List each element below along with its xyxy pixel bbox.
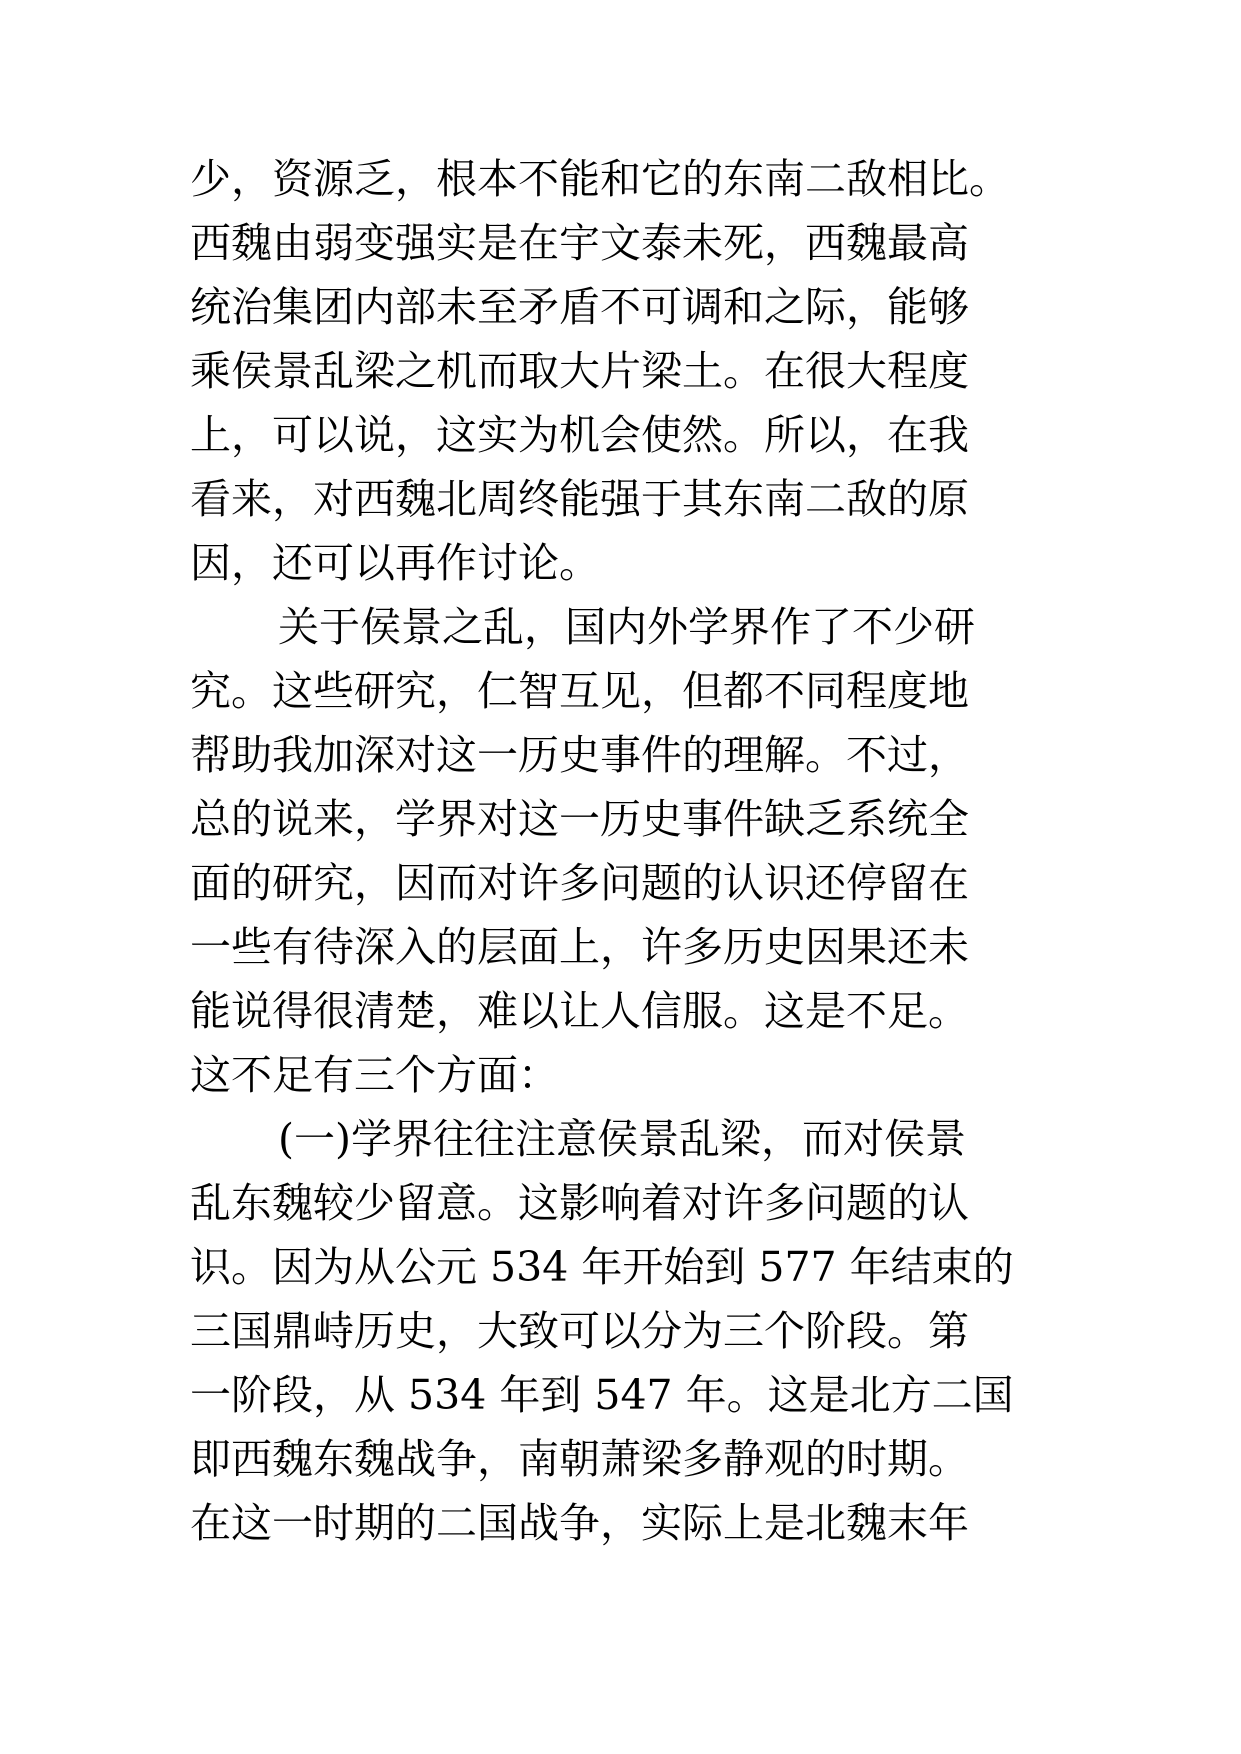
text-line: 识。因为从公元 534 年开始到 577 年结束的 — [190, 1243, 1014, 1291]
text-line: 上，可以说，这实为机会使然。所以，在我 — [190, 411, 969, 459]
text-line: 这不足有三个方面： — [190, 1051, 559, 1099]
text-line: 三国鼎峙历史，大致可以分为三个阶段。第 — [190, 1307, 969, 1355]
text-line: 面的研究，因而对许多问题的认识还停留在 — [190, 859, 969, 907]
text-line: 总的说来，学界对这一历史事件缺乏系统全 — [190, 795, 969, 843]
text-line: 统治集团内部未至矛盾不可调和之际，能够 — [190, 283, 969, 331]
text-line: 即西魏东魏战争，南朝萧梁多静观的时期。 — [190, 1435, 969, 1483]
text-line: 看来，对西魏北周终能强于其东南二敌的原 — [190, 475, 969, 523]
text-line: 帮助我加深对这一历史事件的理解。不过， — [190, 731, 969, 779]
text-line: 究。这些研究，仁智互见，但都不同程度地 — [190, 667, 969, 715]
paragraph-start-line: (一)学界往往注意侯景乱梁，而对侯景 — [278, 1115, 966, 1163]
text-line: 少，资源乏，根本不能和它的东南二敌相比。 — [190, 155, 1010, 203]
text-line: 西魏由弱变强实是在宇文泰未死，西魏最高 — [190, 219, 969, 267]
text-line: 一些有待深入的层面上，许多历史因果还未 — [190, 923, 969, 971]
text-line: 一阶段，从 534 年到 547 年。这是北方二国 — [190, 1371, 1014, 1419]
body-text — [190, 147, 1090, 1555]
text-line: 因，还可以再作讨论。 — [190, 539, 600, 587]
text-line: 在这一时期的二国战争，实际上是北魏末年 — [190, 1499, 969, 1547]
text-line: 乱东魏较少留意。这影响着对许多问题的认 — [190, 1179, 969, 1227]
text-line: 能说得很清楚，难以让人信服。这是不足。 — [190, 987, 969, 1035]
text-line: 乘侯景乱梁之机而取大片梁土。在很大程度 — [190, 347, 969, 395]
paragraph-start-line: 关于侯景之乱，国内外学界作了不少研 — [278, 603, 975, 651]
